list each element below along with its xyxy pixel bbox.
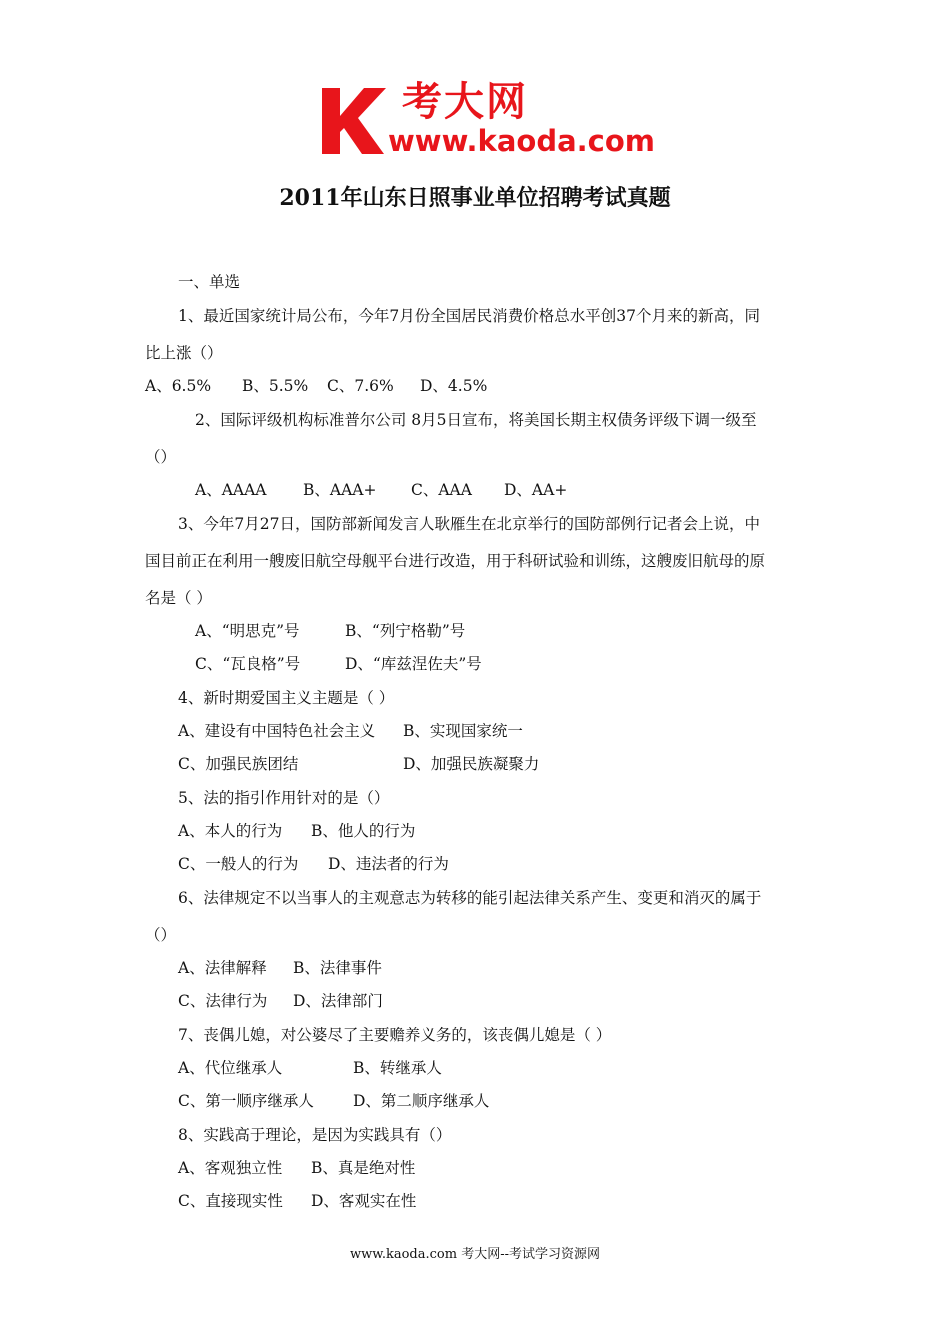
option-a: A、6.5%	[145, 377, 212, 395]
option-a: A、AAAA	[195, 481, 267, 499]
option-d: D、第二顺序继承人	[353, 1092, 490, 1110]
option-d: D、加强民族凝聚力	[403, 755, 540, 773]
option-c: C、加强民族团结	[178, 755, 299, 773]
option-d: D、法律部门	[293, 992, 383, 1010]
brand-url: www.kaoda.com	[388, 124, 655, 158]
options-row	[178, 753, 539, 775]
section-heading: 一、单选	[178, 273, 241, 291]
option-c: C、直接现实性	[178, 1192, 283, 1210]
option-b: B、真是绝对性	[311, 1159, 416, 1177]
page-title: 2011年山东日照事业单位招聘考试真题	[279, 185, 671, 211]
option-c: C、法律行为	[178, 992, 268, 1010]
question-stem: 7、丧偶儿媳，对公婆尽了主要赡养义务的，该丧偶儿媳是（ ）	[178, 1026, 612, 1044]
option-b: B、法律事件	[293, 959, 382, 977]
question-stem: 2、国际评级机构标准普尔公司 8月5日宣布，将美国长期主权债务评级下调一级至	[195, 411, 757, 429]
option-b: B、5.5%	[242, 377, 309, 395]
option-a: A、“明思克”号	[195, 622, 300, 640]
question-stem-cont: 名是（ ）	[145, 589, 212, 607]
options-row	[178, 990, 383, 1012]
option-a: A、代位继承人	[178, 1059, 283, 1077]
option-c: C、一般人的行为	[178, 855, 299, 873]
options-row	[178, 1090, 489, 1112]
option-b: B、AAA+	[303, 481, 377, 499]
options-row	[178, 853, 449, 875]
options-row	[178, 820, 415, 842]
question-stem-cont: （）	[145, 926, 177, 944]
question-stem: 3、今年7月27日，国防部新闻发言人耿雁生在北京举行的国防部例行记者会上说，中	[178, 515, 760, 533]
option-a: A、客观独立性	[178, 1159, 283, 1177]
option-b: B、转继承人	[353, 1059, 442, 1077]
option-c: C、AAA	[411, 481, 472, 499]
options-row	[178, 1190, 416, 1212]
option-c: C、7.6%	[327, 377, 394, 395]
options-row	[178, 957, 382, 979]
options-row	[145, 375, 487, 397]
options-row	[195, 479, 567, 501]
option-c: C、第一顺序继承人	[178, 1092, 314, 1110]
page-footer[interactable]: www.kaoda.com 考大网--考试学习资源网	[350, 1247, 600, 1262]
options-row	[178, 1057, 442, 1079]
options-row	[178, 720, 523, 742]
option-b: B、“列宁格勒”号	[345, 622, 466, 640]
question-stem: 4、新时期爱国主义主题是（ ）	[178, 689, 395, 707]
option-b: B、他人的行为	[311, 822, 416, 840]
question-stem-cont: 国目前正在利用一艘废旧航空母舰平台进行改造，用于科研试验和训练，这艘废旧航母的原	[145, 552, 766, 570]
brand-name: 考大网	[402, 79, 528, 125]
option-a: A、本人的行为	[178, 822, 283, 840]
option-d: D、4.5%	[420, 377, 488, 395]
option-a: A、法律解释	[178, 959, 267, 977]
question-stem: 1、最近国家统计局公布，今年7月份全国居民消费价格总水平创37个月来的新高，同	[178, 307, 760, 325]
question-stem: 8、实践高于理论，是因为实践具有（）	[178, 1126, 452, 1144]
options-row	[195, 620, 465, 642]
option-d: D、“库兹涅佐夫”号	[345, 655, 482, 673]
options-row	[195, 653, 482, 675]
question-stem: 5、法的指引作用针对的是（）	[178, 789, 390, 807]
option-a: A、建设有中国特色社会主义	[178, 722, 376, 740]
option-d: D、客观实在性	[311, 1192, 417, 1210]
kaoda-logo[interactable]	[318, 78, 655, 162]
option-d: D、AA+	[504, 481, 568, 499]
question-stem-cont: 比上涨（）	[145, 344, 223, 362]
option-c: C、“瓦良格”号	[195, 655, 301, 673]
option-b: B、实现国家统一	[403, 722, 523, 740]
question-stem-cont: （）	[145, 448, 177, 466]
options-row	[178, 1157, 415, 1179]
option-d: D、违法者的行为	[328, 855, 449, 873]
k-logo-icon	[318, 82, 390, 158]
question-stem: 6、法律规定不以当事人的主观意志为转移的能引起法律关系产生、变更和消灭的属于	[178, 889, 762, 907]
